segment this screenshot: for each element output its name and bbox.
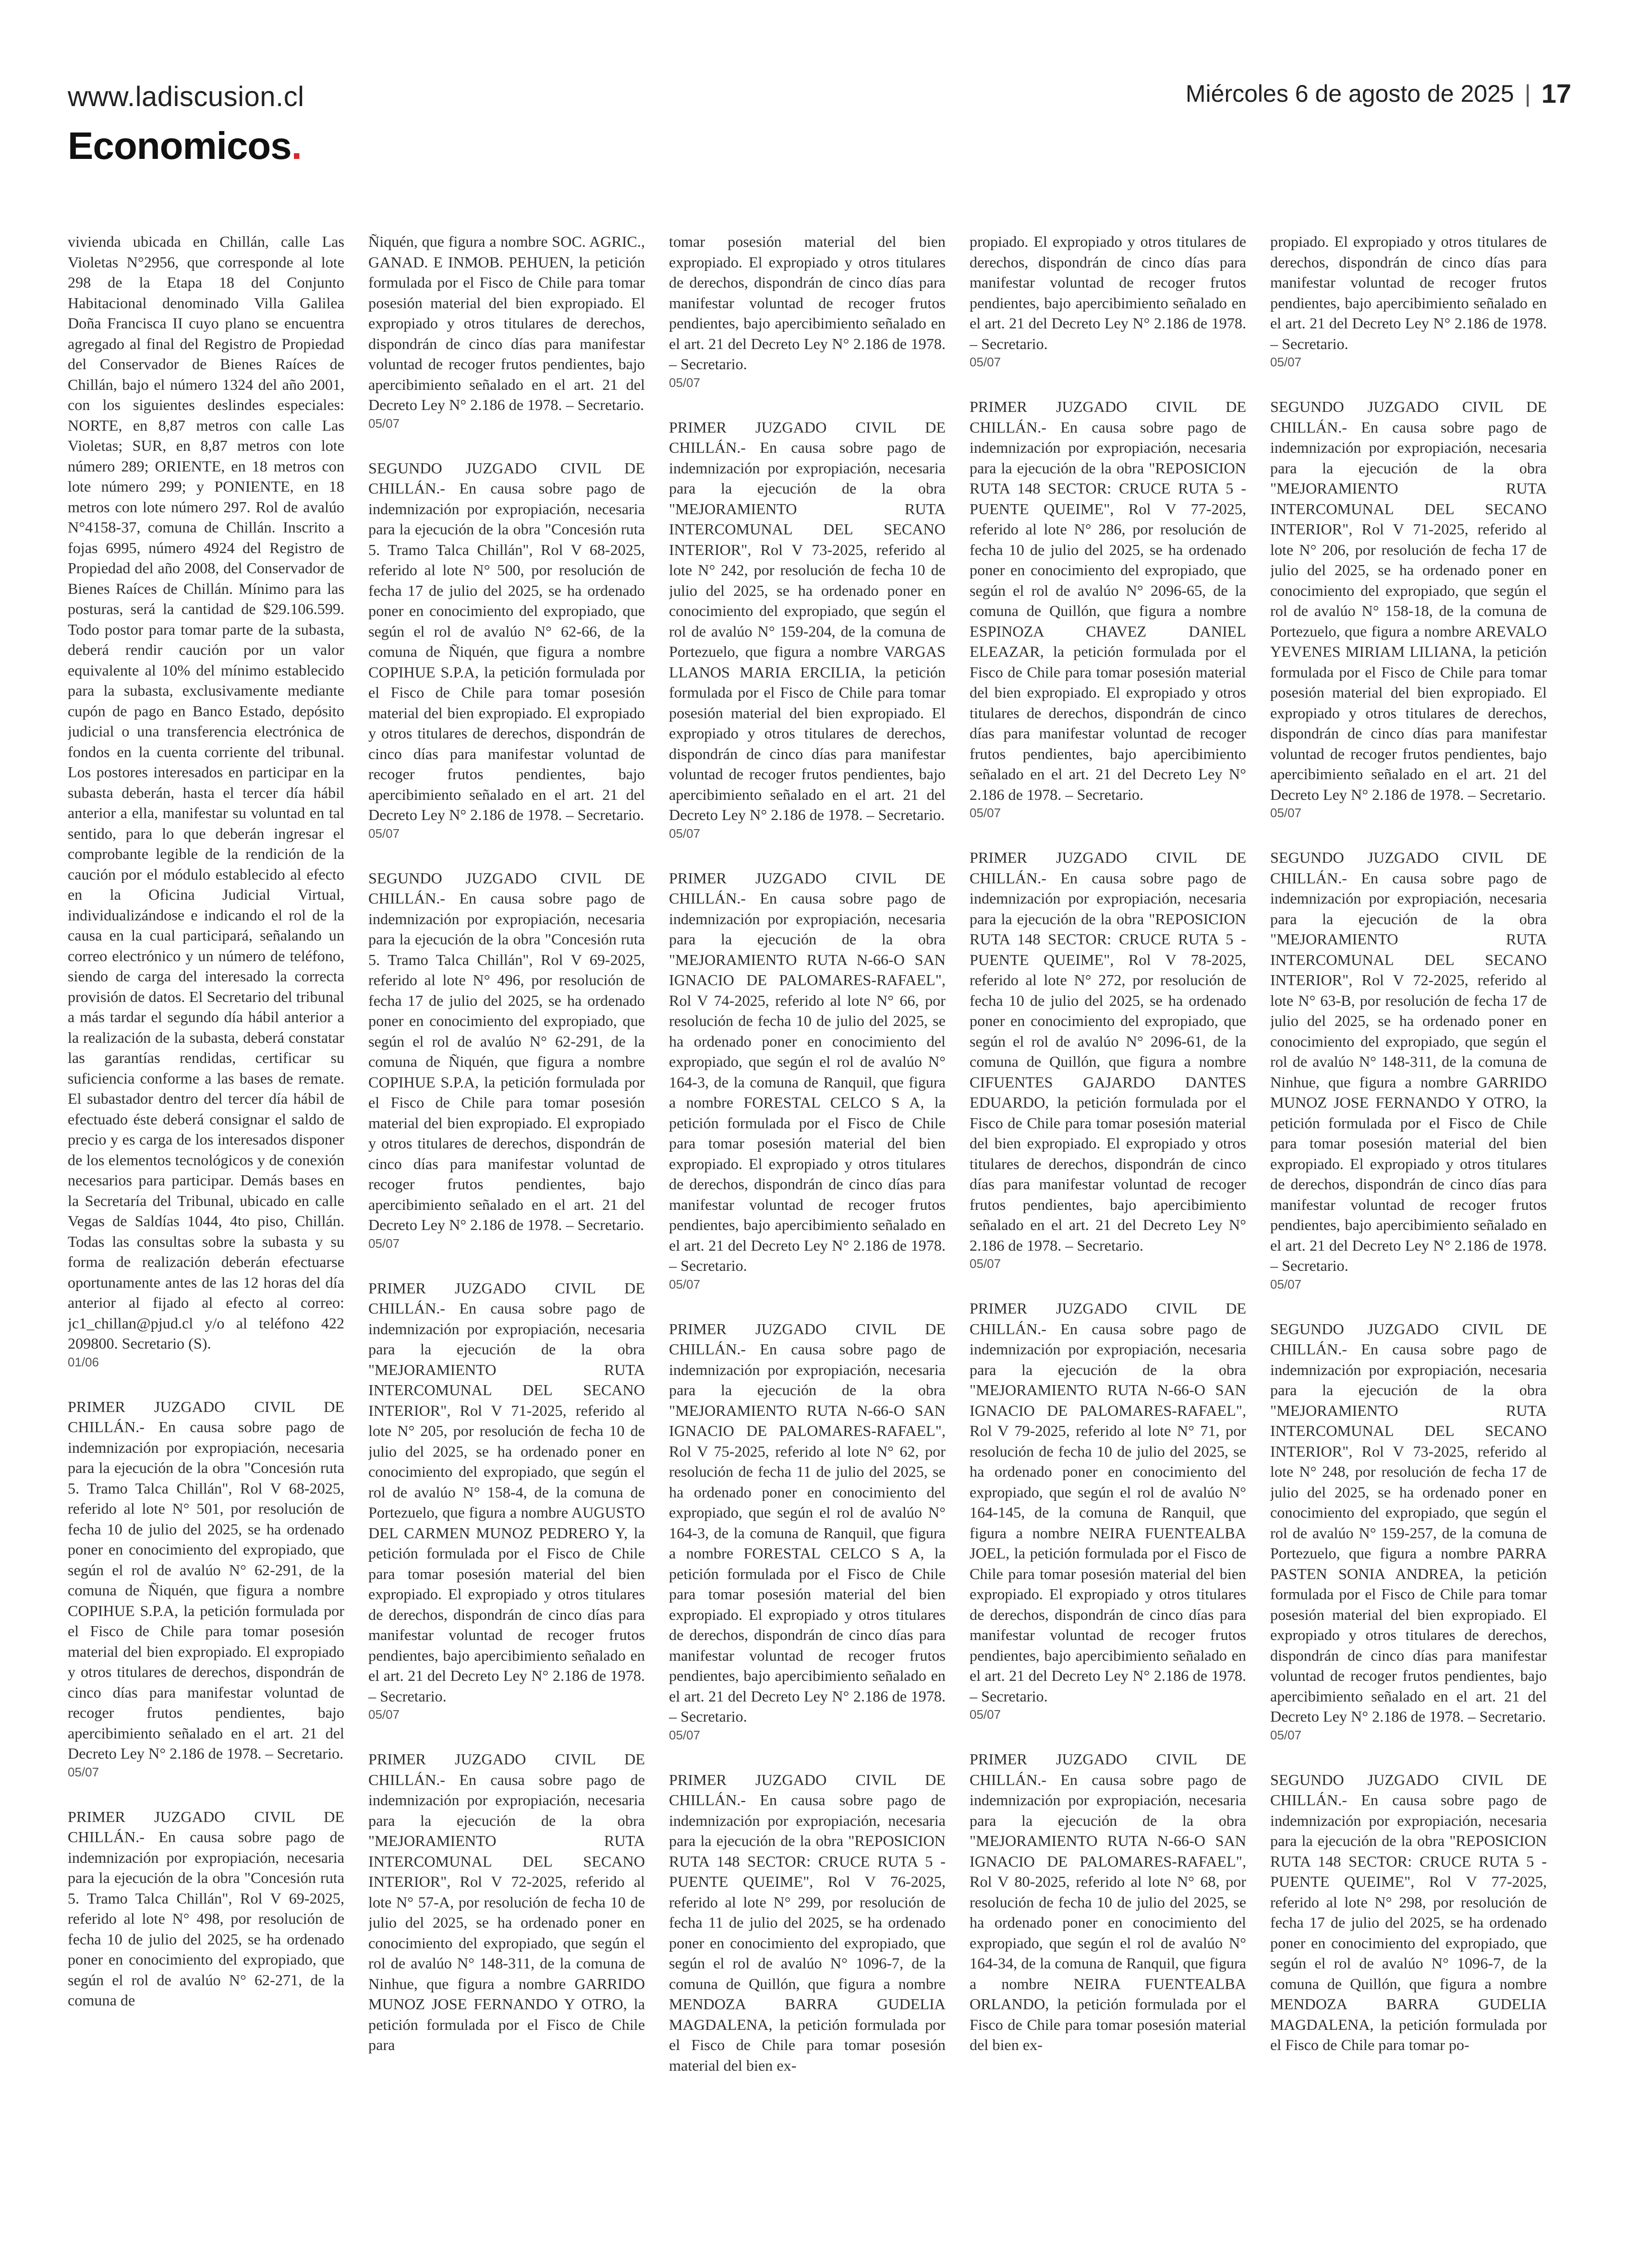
notice-date: 05/07 bbox=[970, 355, 1001, 369]
notice-text: PRIMER JUZGADO CIVIL DE CHILLÁN.- En causa sobre pago de indemnización por expropiación, necesaria para la ejecución de la obra "MEJORAMIENTO RUTA N-66-O SAN IGNACIO DE PALOMARES-RAFAEL", Rol V 79-2025, referido al lote N° 71, por resolución de fecha 10 de julio del 2025, se ha ordenado poner en conocimiento del expropiado, que según el rol de avalúo N° 164-145, de la comuna de Ranquil, que figura a nombre NEIRA FUENTEALBA JOEL, la petición formulada por el Fisco de Chile para tomar posesión material del bien expropiado. El expropiado y otros titulares de derechos, dispondrán de cinco días para manifestar voluntad de recoger frutos pendientes, bajo apercibimiento señalado en el art. 21 del Decreto Ley N° 2.186 de 1978. – Secretario. bbox=[970, 1300, 1246, 1705]
legal-notice bbox=[669, 868, 946, 1292]
notice-text: PRIMER JUZGADO CIVIL DE CHILLÁN.- En causa sobre pago de indemnización por expropiación, necesaria para la ejecución de la obra "MEJORAMIENTO RUTA N-66-O SAN IGNACIO DE PALOMARES-RAFAEL", Rol V 80-2025, referido al lote N° 68, por resolución de fecha 10 de julio del 2025, se ha ordenado poner en conocimiento del expropiado, que según el rol de avalúo N° 164-34, de la comuna de Ranquil, que figura a nombre NEIRA FUENTEALBA ORLANDO, la petición formulada por el Fisco de Chile para tomar posesión material del bien ex- bbox=[970, 1750, 1246, 2053]
legal-notice bbox=[1270, 231, 1547, 370]
notice-date: 05/07 bbox=[669, 375, 701, 390]
notice-date: 05/07 bbox=[1270, 355, 1302, 369]
notice-date: 05/07 bbox=[1270, 1277, 1302, 1291]
legal-notice bbox=[368, 231, 645, 431]
notice-text: PRIMER JUZGADO CIVIL DE CHILLÁN.- En causa sobre pago de indemnización por expropiación, necesaria para la ejecución de la obra "MEJORAMIENTO RUTA N-66-O SAN IGNACIO DE PALOMARES-RAFAEL", Rol V 74-2025, referido al lote N° 66, por resolución de fecha 10 de julio del 2025, se ha ordenado poner en conocimiento del expropiado, que según el rol de avalúo N° 164-3, de la comuna de Ranquil, que figura a nombre FORESTAL CELCO S A, la petición formulada por el Fisco de Chile para tomar posesión material del bien expropiado. El expropiado y otros titulares de derechos, dispondrán de cinco días para manifestar voluntad de recoger frutos pendientes, bajo apercibimiento señalado en el art. 21 del Decreto Ley N° 2.186 de 1978. – Secretario. bbox=[669, 869, 946, 1274]
notice-text: PRIMER JUZGADO CIVIL DE CHILLÁN.- En causa sobre pago de indemnización por expropiación, necesaria para la ejecución de la obra "REPOSICION RUTA 148 SECTOR: CRUCE RUTA 5 - PUENTE QUEIME", Rol V 78-2025, referido al lote N° 272, por resolución de fecha 10 de julio del 2025, se ha ordenado poner en conocimiento del expropiado, que según el rol de avalúo N° 2096-61, de la comuna de Quillón, que figura a nombre CIFUENTES GAJARDO DANTES EDUARDO, la petición formulada por el Fisco de Chile para tomar posesión material del bien expropiado. El expropiado y otros titulares de derechos, dispondrán de cinco días para manifestar voluntad de recoger frutos pendientes, bajo apercibimiento señalado en el art. 21 del Decreto Ley N° 2.186 de 1978. – Secretario. bbox=[970, 849, 1246, 1254]
legal-notice bbox=[1270, 397, 1547, 820]
legal-notice bbox=[368, 458, 645, 841]
column-3 bbox=[669, 231, 946, 2229]
legal-notice bbox=[669, 231, 946, 390]
notice-date: 05/07 bbox=[970, 1256, 1001, 1271]
notice-text: SEGUNDO JUZGADO CIVIL DE CHILLÁN.- En causa sobre pago de indemnización por expropiación, necesaria para la ejecución de la obra "REPOSICION RUTA 148 SECTOR: CRUCE RUTA 5 - PUENTE QUEIME", Rol V 77-2025, referido al lote N° 298, por resolución de fecha 17 de julio del 2025, se ha ordenado poner en conocimiento del expropiado, que según el rol de avalúo N° 1096-7, de la comuna de Quillón, que figura a nombre MENDOZA BARRA GUDELIA MAGDALENA, la petición formulada por el Fisco de Chile para tomar po- bbox=[1270, 1771, 1547, 2053]
notice-text: PRIMER JUZGADO CIVIL DE CHILLÁN.- En causa sobre pago de indemnización por expropiación, necesaria para la ejecución de la obra "MEJORAMIENTO RUTA INTERCOMUNAL DEL SECANO INTERIOR", Rol V 71-2025, referido al lote N° 205, por resolución de fecha 10 de julio del 2025, se ha ordenado poner en conocimiento del expropiado, que según el rol de avalúo N° 158-4, de la comuna de Portezuelo, que figura a nombre AUGUSTO DEL CARMEN MUNOZ PEDRERO Y, la petición formulada por el Fisco de Chile para tomar posesión material del bien expropiado. El expropiado y otros titulares de derechos, dispondrán de cinco días para manifestar voluntad de recoger frutos pendientes, bajo apercibimiento señalado en el art. 21 del Decreto Ley N° 2.186 de 1978. – Secretario. bbox=[368, 1279, 645, 1705]
legal-notice bbox=[1270, 847, 1547, 1292]
notice-date: 01/06 bbox=[68, 1354, 99, 1369]
header-separator: | bbox=[1524, 80, 1531, 107]
legal-notice bbox=[970, 397, 1246, 820]
notice-date: 05/07 bbox=[970, 1707, 1001, 1722]
notice-text: SEGUNDO JUZGADO CIVIL DE CHILLÁN.- En causa sobre pago de indemnización por expropiación, necesaria para la ejecución de la obra "Concesión ruta 5. Tramo Talca Chillán", Rol V 69-2025, referido al lote N° 496, por resolución de fecha 17 de julio del 2025, se ha ordenado poner en conocimiento del expropiado, que según el rol de avalúo N° 62-291, de la comuna de Ñiquén, que figura a nombre COPIHUE S.P.A, la petición formulada por el Fisco de Chile para tomar posesión material del bien expropiado. El expropiado y otros titulares de derechos, dispondrán de cinco días para manifestar voluntad de recoger frutos pendientes, bajo apercibimiento señalado en el art. 21 del Decreto Ley N° 2.186 de 1978. – Secretario. bbox=[368, 869, 645, 1233]
legal-notice bbox=[68, 1807, 344, 2011]
legal-notice bbox=[669, 417, 946, 841]
notice-text: tomar posesión material del bien expropiado. El expropiado y otros titulares de derechos, dispondrán de cinco días para manifestar voluntad de recoger frutos pendientes, bajo apercibimiento señalado en el art. 21 del Decreto Ley N° 2.186 de 1978. – Secretario. bbox=[669, 233, 946, 373]
notice-text: SEGUNDO JUZGADO CIVIL DE CHILLÁN.- En causa sobre pago de indemnización por expropiación, necesaria para la ejecución de la obra "Concesión ruta 5. Tramo Talca Chillán", Rol V 68-2025, referido al lote N° 500, por resolución de fecha 17 de julio del 2025, se ha ordenado poner en conocimiento del expropiado, que según el rol de avalúo N° 62-66, de la comuna de Ñiquén, que figura a nombre COPIHUE S.P.A, la petición formulada por el Fisco de Chile para tomar posesión material del bien expropiado. El expropiado y otros titulares de derechos, dispondrán de cinco días para manifestar voluntad de recoger frutos pendientes, bajo apercibimiento señalado en el art. 21 del Decreto Ley N° 2.186 de 1978. – Secretario. bbox=[368, 459, 645, 823]
legal-notice bbox=[970, 1298, 1246, 1722]
notice-text: PRIMER JUZGADO CIVIL DE CHILLÁN.- En causa sobre pago de indemnización por expropiación, necesaria para la ejecución de la obra "MEJORAMIENTO RUTA INTERCOMUNAL DEL SECANO INTERIOR", Rol V 73-2025, referido al lote N° 242, por resolución de fecha 10 de julio del 2025, se ha ordenado poner en conocimiento del expropiado, que según el rol de avalúo N° 159-204, de la comuna de Portezuelo, que figura a nombre VARGAS LLANOS MARIA ERCILIA, la petición formulada por el Fisco de Chile para tomar posesión material del bien expropiado. El expropiado y otros titulares de derechos, dispondrán de cinco días para manifestar voluntad de recoger frutos pendientes, bajo apercibimiento señalado en el art. 21 del Decreto Ley N° 2.186 de 1978. – Secretario. bbox=[669, 418, 946, 823]
legal-notice bbox=[669, 1770, 946, 2076]
legal-notice bbox=[970, 1749, 1246, 2055]
section-title-dot: . bbox=[291, 124, 302, 167]
notice-date: 05/07 bbox=[669, 826, 701, 841]
header-date-line bbox=[1186, 78, 1571, 109]
legal-notice bbox=[368, 1278, 645, 1723]
column-1 bbox=[68, 231, 344, 2229]
notice-date: 05/07 bbox=[368, 1707, 400, 1722]
legal-notice bbox=[970, 231, 1246, 370]
classifieds-columns bbox=[68, 231, 1547, 2229]
legal-notice bbox=[1270, 1770, 1547, 2055]
legal-notice bbox=[68, 231, 344, 1370]
notice-text: PRIMER JUZGADO CIVIL DE CHILLÁN.- En causa sobre pago de indemnización por expropiación, necesaria para la ejecución de la obra "MEJORAMIENTO RUTA INTERCOMUNAL DEL SECANO INTERIOR", Rol V 72-2025, referido al lote N° 57-A, por resolución de fecha 10 de julio del 2025, se ha ordenado poner en conocimiento del expropiado, que según el rol de avalúo N° 148-311, de la comuna de Ninhue, que figura a nombre GARRIDO MUNOZ JOSE FERNANDO Y OTRO, la petición formulada por el Fisco de Chile para bbox=[368, 1750, 645, 2053]
notice-text: SEGUNDO JUZGADO CIVIL DE CHILLÁN.- En causa sobre pago de indemnización por expropiación, necesaria para la ejecución de la obra "MEJORAMIENTO RUTA INTERCOMUNAL DEL SECANO INTERIOR", Rol V 73-2025, referido al lote N° 248, por resolución de fecha 17 de julio del 2025, se ha ordenado poner en conocimiento del expropiado, que según el rol de avalúo N° 159-257, de la comuna de Portezuelo, que figura a nombre PARRA PASTEN SONIA ANDREA, la petición formulada por el Fisco de Chile para tomar posesión material del bien expropiado. El expropiado y otros titulares de derechos, dispondrán de cinco días para manifestar voluntad de recoger frutos pendientes, bajo apercibimiento señalado en el art. 21 del Decreto Ley N° 2.186 de 1978. – Secretario. bbox=[1270, 1320, 1547, 1725]
site-url[interactable]: www.ladiscusion.cl bbox=[68, 81, 304, 112]
notice-date: 05/07 bbox=[669, 1277, 701, 1291]
notice-text: SEGUNDO JUZGADO CIVIL DE CHILLÁN.- En causa sobre pago de indemnización por expropiación, necesaria para la ejecución de la obra "MEJORAMIENTO RUTA INTERCOMUNAL DEL SECANO INTERIOR", Rol V 72-2025, referido al lote N° 63-B, por resolución de fecha 17 de julio del 2025, se ha ordenado poner en conocimiento del expropiado, que según el rol de avalúo N° 148-311, de la comuna de Ninhue, que figura a nombre GARRIDO MUNOZ JOSE FERNANDO Y OTRO, la petición formulada por el Fisco de Chile para tomar posesión material del bien expropiado. El expropiado y otros titulares de derechos, dispondrán de cinco días para manifestar voluntad de recoger frutos pendientes, bajo apercibimiento señalado en el art. 21 del Decreto Ley N° 2.186 de 1978. – Secretario. bbox=[1270, 849, 1547, 1274]
column-5 bbox=[1270, 231, 1547, 2229]
legal-notice bbox=[368, 868, 645, 1251]
column-4 bbox=[970, 231, 1246, 2229]
page-number: 17 bbox=[1541, 78, 1571, 109]
notice-text: SEGUNDO JUZGADO CIVIL DE CHILLÁN.- En causa sobre pago de indemnización por expropiación, necesaria para la ejecución de la obra "MEJORAMIENTO RUTA INTERCOMUNAL DEL SECANO INTERIOR", Rol V 71-2025, referido al lote N° 206, por resolución de fecha 17 de julio del 2025, se ha ordenado poner en conocimiento del expropiado, que según el rol de avalúo N° 158-18, de la comuna de Portezuelo, que figura a nombre AREVALO YEVENES MIRIAM LILIANA, la petición formulada por el Fisco de Chile para tomar posesión material del bien expropiado. El expropiado y otros titulares de derechos, dispondrán de cinco días para manifestar voluntad de recoger frutos pendientes, bajo apercibimiento señalado en el art. 21 del Decreto Ley N° 2.186 de 1978. – Secretario. bbox=[1270, 398, 1547, 803]
legal-notice bbox=[1270, 1319, 1547, 1743]
section-title-text: Economicos bbox=[68, 124, 291, 167]
column-2 bbox=[368, 231, 645, 2229]
notice-text: PRIMER JUZGADO CIVIL DE CHILLÁN.- En causa sobre pago de indemnización por expropiación, necesaria para la ejecución de la obra "Concesión ruta 5. Tramo Talca Chillán", Rol V 68-2025, referido al lote N° 501, por resolución de fecha 10 de julio del 2025, se ha ordenado poner en conocimiento del expropiado, que según el rol de avalúo N° 62-291, de la comuna de Ñiquén, que figura a nombre COPIHUE S.P.A, la petición formulada por el Fisco de Chile para tomar posesión material del bien expropiado. El expropiado y otros titulares de derechos, dispondrán de cinco días para manifestar voluntad de recoger frutos pendientes, bajo apercibimiento señalado en el art. 21 del Decreto Ley N° 2.186 de 1978. – Secretario. bbox=[68, 1398, 344, 1762]
issue-date: Miércoles 6 de agosto de 2025 bbox=[1185, 80, 1514, 107]
section-title bbox=[68, 124, 302, 168]
notice-date: 05/07 bbox=[1270, 1727, 1302, 1742]
notice-text: PRIMER JUZGADO CIVIL DE CHILLÁN.- En causa sobre pago de indemnización por expropiación, necesaria para la ejecución de la obra "REPOSICION RUTA 148 SECTOR: CRUCE RUTA 5 - PUENTE QUEIME", Rol V 76-2025, referido al lote N° 299, por resolución de fecha 11 de julio del 2025, se ha ordenado poner en conocimiento del expropiado, que según el rol de avalúo N° 1096-7, de la comuna de Quillón, que figura a nombre MENDOZA BARRA GUDELIA MAGDALENA, la petición formulada por el Fisco de Chile para tomar posesión material del bien ex- bbox=[669, 1771, 946, 2074]
legal-notice bbox=[368, 1749, 645, 2055]
notice-text: vivienda ubicada en Chillán, calle Las Violetas N°2956, que corresponde al lote 298 de la Etapa 18 del Conjunto Habitacional denominado Villa Galilea Doña Francisca II cuyo plano se encuentra agregado al final del Registro de Propiedad del Conservador de Bienes Raíces de Chillán, bajo el número 1324 del año 2001, con los siguientes deslindes especiales: NORTE, en 8,87 metros con calle Las Violetas; SUR, en 8,87 metros con lote número 289; ORIENTE, en 18 metros con lote número 299; y PONIENTE, en 18 metros con lote número 297. Rol de avalúo N°4158-37, comuna de Chillán. Inscrito a fojas 6995, número 4924 del Registro de Propiedad del año 2008, del Conservador de Bienes Raíces de Chillán. Mínimo para las posturas, será la cantidad de $29.106.599. Todo postor para tomar parte de la subasta, deberá rendir caución por un valor equivalente al 10% del mínimo establecido para la subasta, exclusivamente mediante cupón de pago en Banco Estado, depósito judicial o una transferencia electrónica de fondos en la cuenta corriente del tribunal. Los postores interesados en participar en la subasta deberán, hasta el tercer día hábil anterior a ella, manifestar su voluntad en tal sentido, para lo que deberán ingresar el comprobante legible de la rendición de la caución por el módulo establecido al efecto en la Oficina Judicial Virtual, individualizándose e indicando el rol de la causa en la cual participará, señalando un correo electrónico y un número de teléfono, siendo de carga del interesado la correcta provisión de datos. El Secretario del tribunal a más tardar el segundo día hábil anterior a la realización de la subasta, deberá constatar las garantías rendidas, certificar su suficiencia conforme a las bases de remate. El subastador dentro del tercer día hábil de efectuado éste deberá consignar el saldo de precio y es carga de los interesados disponer de los elementos tecnológicos y de conexión necesarios para participar. Demás bases en la Secretaría del Tribunal, ubicado en calle Vegas de Saldías 1044, 4to piso, Chillán. Todas las consultas sobre la subasta y su forma de realización deberán efectuarse oportunamente antes de las 12 horas del día anterior al fijado al efecto al correo: jc1_chillan@pjud.cl y/o al teléfono 422 209800. Secretario (S). bbox=[68, 233, 344, 1352]
notice-text: PRIMER JUZGADO CIVIL DE CHILLÁN.- En causa sobre pago de indemnización por expropiación, necesaria para la ejecución de la obra "MEJORAMIENTO RUTA N-66-O SAN IGNACIO DE PALOMARES-RAFAEL", Rol V 75-2025, referido al lote N° 62, por resolución de fecha 11 de julio del 2025, se ha ordenado poner en conocimiento del expropiado, que según el rol de avalúo N° 164-3, de la comuna de Ranquil, que figura a nombre FORESTAL CELCO S A, la petición formulada por el Fisco de Chile para tomar posesión material del bien expropiado. El expropiado y otros titulares de derechos, dispondrán de cinco días para manifestar voluntad de recoger frutos pendientes, bajo apercibimiento señalado en el art. 21 del Decreto Ley N° 2.186 de 1978. – Secretario. bbox=[669, 1320, 946, 1725]
notice-date: 05/07 bbox=[970, 806, 1001, 820]
notice-date: 05/07 bbox=[368, 1236, 400, 1251]
notice-text: Ñiquén, que figura a nombre SOC. AGRIC., GANAD. E INMOB. PEHUEN, la petición formulada por el Fisco de Chile para tomar posesión material del bien expropiado. El expropiado y otros titulares de derechos, dispondrán de cinco días para manifestar voluntad de recoger frutos pendientes, bajo apercibimiento señalado en el art. 21 del Decreto Ley N° 2.186 de 1978. – Secretario. bbox=[368, 233, 645, 413]
legal-notice bbox=[669, 1319, 946, 1743]
notice-date: 05/07 bbox=[368, 826, 400, 841]
notice-text: PRIMER JUZGADO CIVIL DE CHILLÁN.- En causa sobre pago de indemnización por expropiación, necesaria para la ejecución de la obra "REPOSICION RUTA 148 SECTOR: CRUCE RUTA 5 - PUENTE QUEIME", Rol V 77-2025, referido al lote N° 286, por resolución de fecha 10 de julio del 2025, se ha ordenado poner en conocimiento del expropiado, que según el rol de avalúo N° 2096-65, de la comuna de Quillón, que figura a nombre ESPINOZA CHAVEZ DANIEL ELEAZAR, la petición formulada por el Fisco de Chile para tomar posesión material del bien expropiado. El expropiado y otros titulares de derechos, dispondrán de cinco días para manifestar voluntad de recoger frutos pendientes, bajo apercibimiento señalado en el art. 21 del Decreto Ley N° 2.186 de 1978. – Secretario. bbox=[970, 398, 1246, 803]
notice-text: propiado. El expropiado y otros titulares de derechos, dispondrán de cinco días para manifestar voluntad de recoger frutos pendientes, bajo apercibimiento señalado en el art. 21 del Decreto Ley N° 2.186 de 1978. – Secretario. bbox=[970, 233, 1246, 352]
legal-notice bbox=[970, 847, 1246, 1271]
notice-text: propiado. El expropiado y otros titulares de derechos, dispondrán de cinco días para manifestar voluntad de recoger frutos pendientes, bajo apercibimiento señalado en el art. 21 del Decreto Ley N° 2.186 de 1978. – Secretario. bbox=[1270, 233, 1547, 352]
notice-date: 05/07 bbox=[1270, 806, 1302, 820]
notice-date: 05/07 bbox=[368, 416, 400, 431]
notice-text: PRIMER JUZGADO CIVIL DE CHILLÁN.- En causa sobre pago de indemnización por expropiación, necesaria para la ejecución de la obra "Concesión ruta 5. Tramo Talca Chillán", Rol V 69-2025, referido al lote N° 498, por resolución de fecha 10 de julio del 2025, se ha ordenado poner en conocimiento del expropiado, que según el rol de avalúo N° 62-271, de la comuna de bbox=[68, 1808, 344, 2009]
legal-notice bbox=[68, 1397, 344, 1780]
notice-date: 05/07 bbox=[669, 1727, 701, 1742]
notice-date: 05/07 bbox=[68, 1764, 99, 1779]
